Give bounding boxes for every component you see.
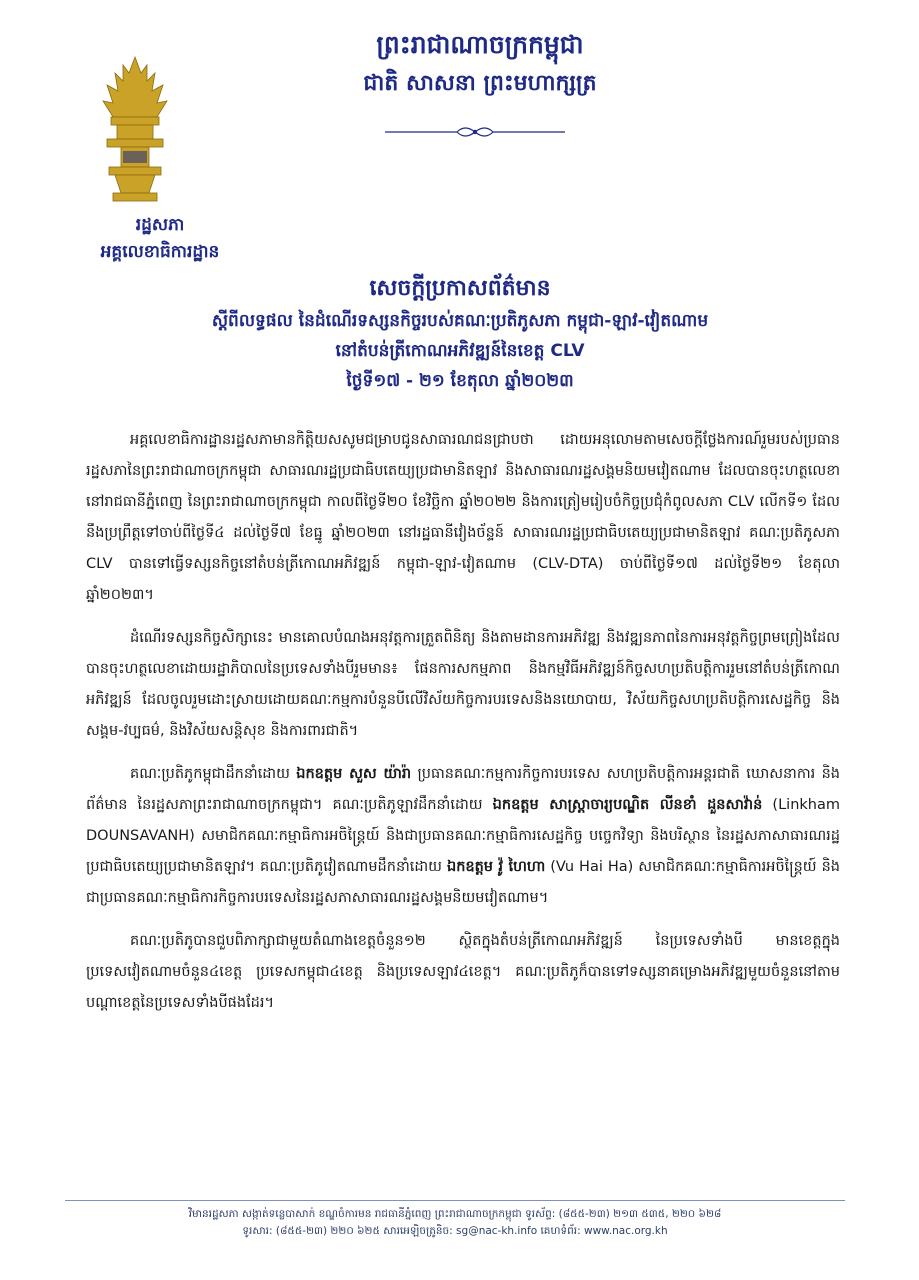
document-subtitle-2: នៅតំបន់ត្រីកោណអភិវឌ្ឍន៍នៃខេត្ត CLV (335, 341, 585, 361)
paragraph-2: ដំណើរទស្សនកិច្ចសិក្សានេះ មានគោលបំណងអនុវត្តការត្រួតពិនិត្យ និងតាមដានការអភិវឌ្ឍ និងវឌ្ឍនភាពនៃការអនុវត្តកិច្ចព្រមព្រៀងដែលបានចុះហត្ថលេខាដោយរដ្ឋាភិបាលនៃប្រទេសទាំងបីរួមមាន៖ ផែនការសកម្មភាព និងកម្មវិធីអភិវឌ្ឍន៍កិច្ចសហប្រតិបត្តិការរួមនៅតំបន់ត្រីកោណអភិវឌ្ឍន៍ ដែលចូលរួមដោះស្រាយដោយគណៈកម្មការបំនួនបីលើវិស័យកិច្ចការបរទេសនិងនយោបាយ, វិស័យកិច្ចសហប្រតិបត្តិការសេដ្ឋកិច្ច និងសង្គម-វប្បធម៌, និងវិស័យសន្តិសុខ និងការពារជាតិ។ (86, 630, 840, 739)
parliament-emblem-icon (95, 55, 175, 205)
vietnam-delegation-head: ឯកឧត្តម វ៉ូ ហៃហា (446, 859, 546, 875)
agency-name (60, 212, 260, 266)
paragraph-4: គណៈប្រតិភូបានជួបពិភាក្សាជាមួយតំណាងខេត្តចំនួន១២ ស្ថិតក្នុងតំបន់ត្រីកោណអភិវឌ្ឍន៍ នៃប្រទេសទាំងបី មានខេត្តក្នុងប្រទេសវៀតណាមចំនួន៤ខេត្ត ប្រទេសកម្ពុជា៤ខេត្ត និងប្រទេសឡាវ៤ខេត្ត។ គណៈប្រតិភូក៏បានទៅទស្សនាគម្រោងអភិវឌ្ឍមួយចំនួននៅតាមបណ្តាខេត្តនៃប្រទេសទាំងបីផងដែរ។ (86, 933, 840, 1011)
paragraph-1: អគ្គលេខាធិការដ្ឋានរដ្ឋសភាមានកិត្តិយសសូមជម្រាបជូនសាធារណជនជ្រាបថា ដោយអនុលោមតាមសេចក្តីថ្លែងការណ៍រួមរបស់ប្រធានរដ្ឋសភានៃព្រះរាជាណាចក្រកម្ពុជា សាធារណរដ្ឋប្រជាធិបតេយ្យប្រជាមានិតឡាវ និងសាធារណរដ្ឋសង្គមនិយមវៀតណាម ដែលបានចុះហត្ថលេខានៅរាជធានីភ្នំពេញ នៃព្រះរាជាណាចក្រកម្ពុជា កាលពីថ្ងៃទី២០ ខែវិច្ឆិកា ឆ្នាំ២០២២ និងការត្រៀមរៀបចំកិច្ចប្រជុំកំពូលសភា CLV លើកទី១ ដែលនឹងប្រព្រឹត្តទៅចាប់ពីថ្ងៃទី៤ ដល់ថ្ងៃទី៧ ខែធ្នូ ឆ្នាំ២០២៣ នៅរដ្ឋធានីវៀងច័ន្ទន៍ សាធារណរដ្ឋប្រជាធិបតេយ្យប្រជាមានិតឡាវ គណៈប្រតិភូសភា CLV បានទៅធ្វើទស្សនកិច្ចនៅតំបន់ត្រីកោណអភិវឌ្ឍន៍ កម្ពុជា-ឡាវ-វៀតណាម (CLV-DTA) ចាប់ពីថ្ងៃទី១៧ ដល់ថ្ងៃទី២១ ខែតុលា ឆ្នាំ២០២៣។ (86, 432, 840, 603)
footer-address: វិមានរដ្ឋសភា សង្កាត់ទន្លេបាសាក់ ខណ្ឌចំការមន រាជធានីភ្នំពេញ ព្រះរាជាណាចក្រកម្ពុជា ទូរស័ព្ទ: (៨៥៥-២៣) ២១៣ ៥៣៥, ២២០ ៦២៨ (188, 1208, 722, 1220)
p3-text-c: ប្រធានគណៈកម្មការកិច្ចការបរទេស សហប្រតិបត្តិការអន្តរជាតិ ឃោសនាការ និងព័ត៌មាន នៃរដ្ឋសភាព្រះរាជាណាចក្រកម្ពុជា។ គណៈប្រតិភូឡាវដឹកនាំដោយ (86, 766, 841, 813)
title-block (90, 272, 830, 396)
agency-line-1: រដ្ឋសភា (135, 215, 185, 235)
footer (65, 1206, 845, 1240)
paragraph-3 (86, 759, 840, 914)
p3-text-e: (Linkham DOUNSAVANH) សមាជិកគណៈកម្មាធិការអចិន្ត្រៃយ៍ និងជាប្រធានគណៈកម្មាធិការសេដ្ឋកិច្ច បច្ចេកវិទ្យា និងបរិស្ថាន នៃរដ្ឋសភាសាធារណរដ្ឋប្រជាធិបតេយ្យប្រជាមានិតឡាវ។ គណៈប្រតិភូវៀតណាមដឹកនាំដោយ (86, 797, 840, 875)
kingdom-header (300, 28, 660, 100)
footer-divider (65, 1200, 845, 1201)
footer-contacts: ទូរសារ: (៨៥៥-២៣) ២២០ ៦២៥ សារអេឡិចត្រូនិច: sg@nac-kh.info គេហទំព័រ: www.nac.org.kh (242, 1225, 668, 1237)
document-title: សេចក្តីប្រកាសព័ត៌មាន (369, 276, 551, 301)
body-text (86, 425, 840, 1031)
p3-text-g: (Vu Hai Ha) សមាជិកគណៈកម្មាធិការអចិន្ត្រៃយ៍ និងជាប្រធានគណៈកម្មាធិការកិច្ចការបរទេសនៃរដ្ឋសភាសាធារណរដ្ឋសង្គមនិយមវៀតណាម។ (86, 859, 840, 906)
p3-text-a: គណៈប្រតិភូកម្ពុជាដឹកនាំដោយ (130, 766, 297, 782)
document-date: ថ្ងៃទី១៧ - ២១ ខែតុលា ឆ្នាំ២០២៣ (346, 371, 574, 391)
laos-delegation-head: ឯកឧត្តម សាស្ត្រាចារ្យបណ្ឌិត លីនខាំ ដួនសាវ៉ាន់ (492, 797, 763, 813)
agency-line-2: អគ្គលេខាធិការដ្ឋាន (100, 242, 220, 262)
national-motto: ជាតិ សាសនា ព្រះមហាក្សត្រ (363, 71, 597, 96)
cambodia-delegation-head: ឯកឧត្តម សួស យ៉ារ៉ា (296, 766, 412, 782)
kingdom-name: ព្រះរាជាណាចក្រកម្ពុជា (376, 30, 584, 59)
ornament-divider (385, 120, 565, 144)
document-subtitle-1: ស្តីពីលទ្ធផល នៃដំណើរទស្សនកិច្ចរបស់គណៈប្រតិភូសភា កម្ពុជា-ឡាវ-វៀតណាម (211, 311, 709, 331)
